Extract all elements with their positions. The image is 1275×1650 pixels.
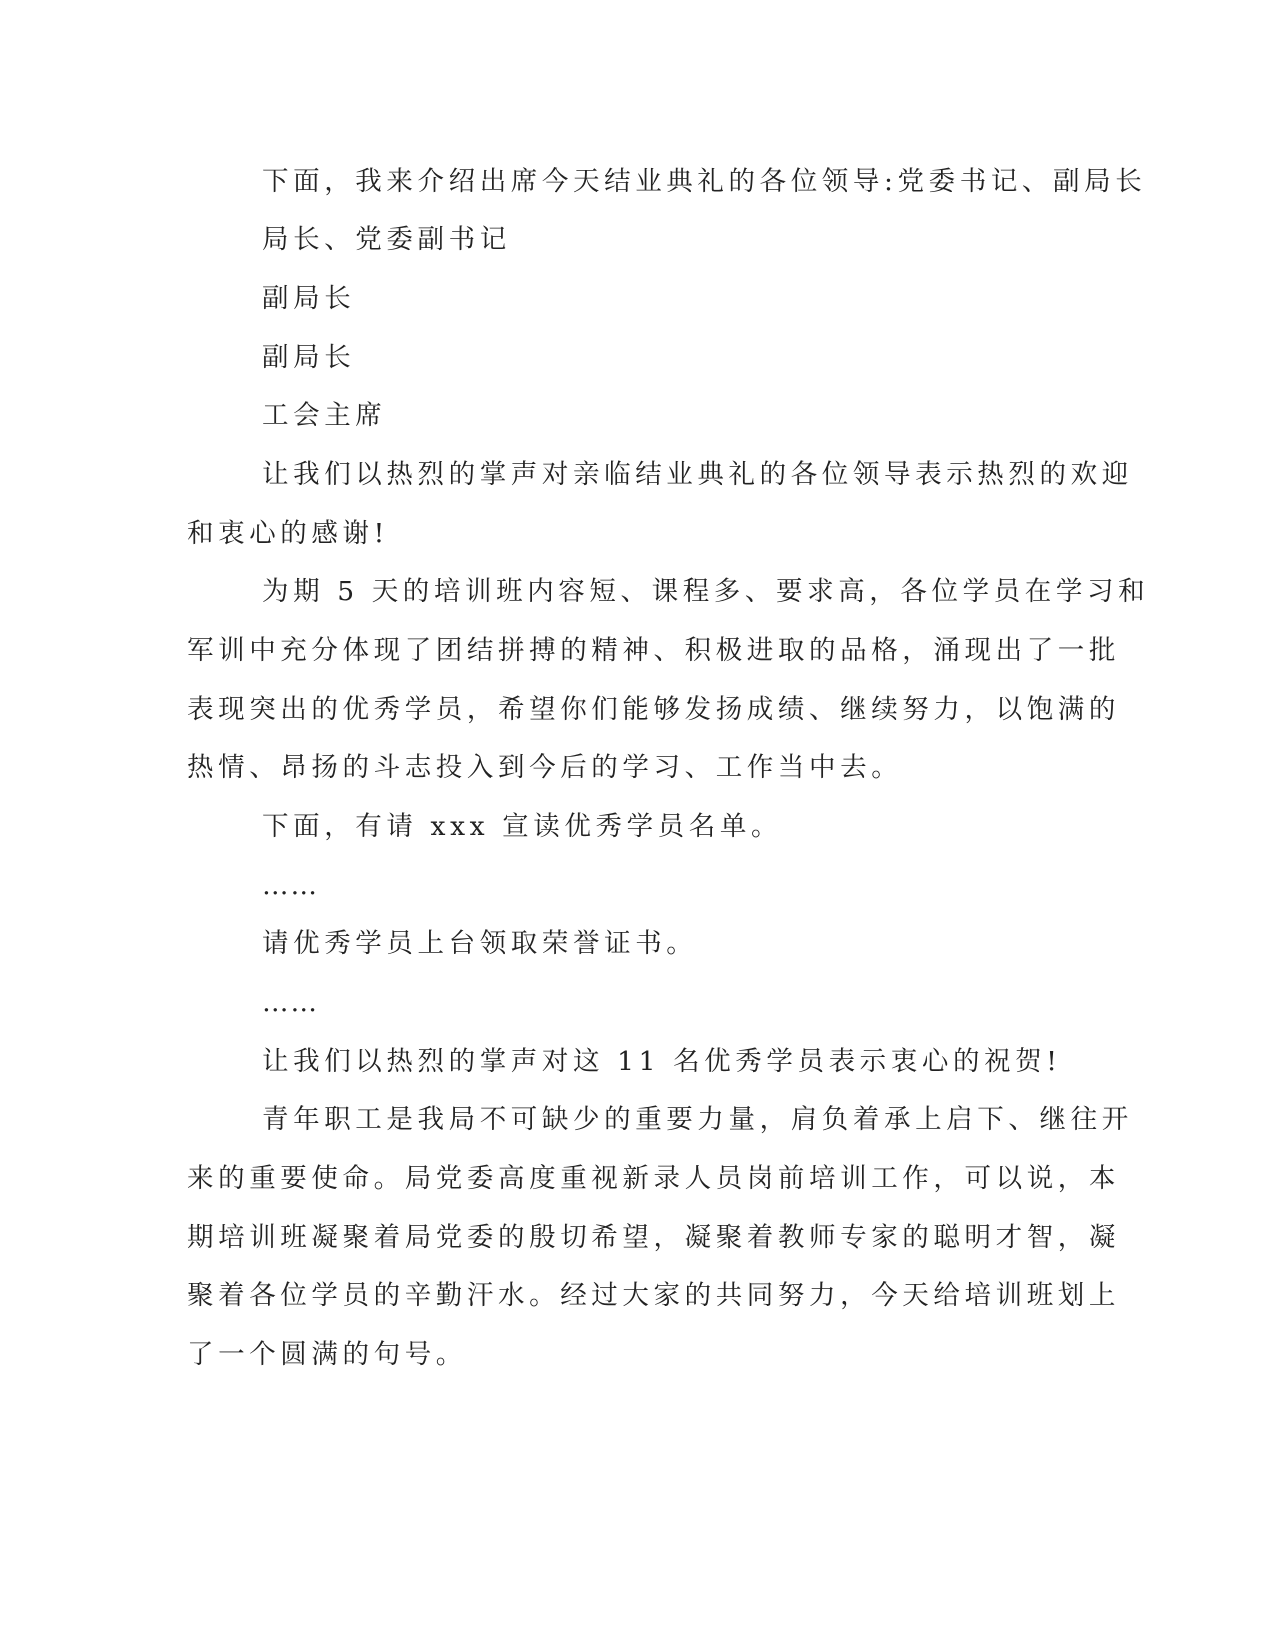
- leader-title-line: 副局长: [262, 283, 356, 314]
- paragraph-line: 和衷心的感谢!: [187, 518, 389, 549]
- leader-title-line: 工会主席: [262, 400, 387, 431]
- paragraph-line: 来的重要使命。局党委高度重视新录人员岗前培训工作，可以说，本: [187, 1163, 1120, 1194]
- paragraph-line: 了一个圆满的句号。: [187, 1339, 467, 1370]
- leader-title-line: 副局长: [262, 342, 356, 373]
- paragraph-line: 请优秀学员上台领取荣誉证书。: [262, 928, 698, 959]
- paragraph-line: 青年职工是我局不可缺少的重要力量，肩负着承上启下、继往开: [262, 1104, 1133, 1135]
- paragraph-line: 聚着各位学员的辛勤汗水。经过大家的共同努力，今天给培训班划上: [187, 1280, 1120, 1311]
- paragraph-line: 期培训班凝聚着局党委的殷切希望，凝聚着教师专家的聪明才智，凝: [187, 1222, 1120, 1253]
- leader-title-line: 局长、党委副书记: [262, 224, 511, 255]
- paragraph-line: 让我们以热烈的掌声对亲临结业典礼的各位领导表示热烈的欢迎: [262, 459, 1133, 490]
- paragraph-line: 下面，有请 xxx 宣读优秀学员名单。: [262, 811, 783, 842]
- paragraph-line: 让我们以热烈的掌声对这 11 名优秀学员表示衷心的祝贺!: [262, 1046, 1062, 1077]
- paragraph-line: 表现突出的优秀学员，希望你们能够发扬成绩、继续努力，以饱满的: [187, 694, 1120, 725]
- paragraph-line: 军训中充分体现了团结拼搏的精神、积极进取的品格，涌现出了一批: [187, 635, 1120, 666]
- intro-leaders-line: 下面，我来介绍出席今天结业典礼的各位领导:党委书记、副局长: [262, 166, 1147, 197]
- ellipsis-line: ……: [262, 870, 319, 901]
- paragraph-line: 热情、昂扬的斗志投入到今后的学习、工作当中去。: [187, 752, 903, 783]
- ellipsis-line: ……: [262, 987, 319, 1018]
- paragraph-line: 为期 5 天的培训班内容短、课程多、要求高，各位学员在学习和: [262, 576, 1150, 607]
